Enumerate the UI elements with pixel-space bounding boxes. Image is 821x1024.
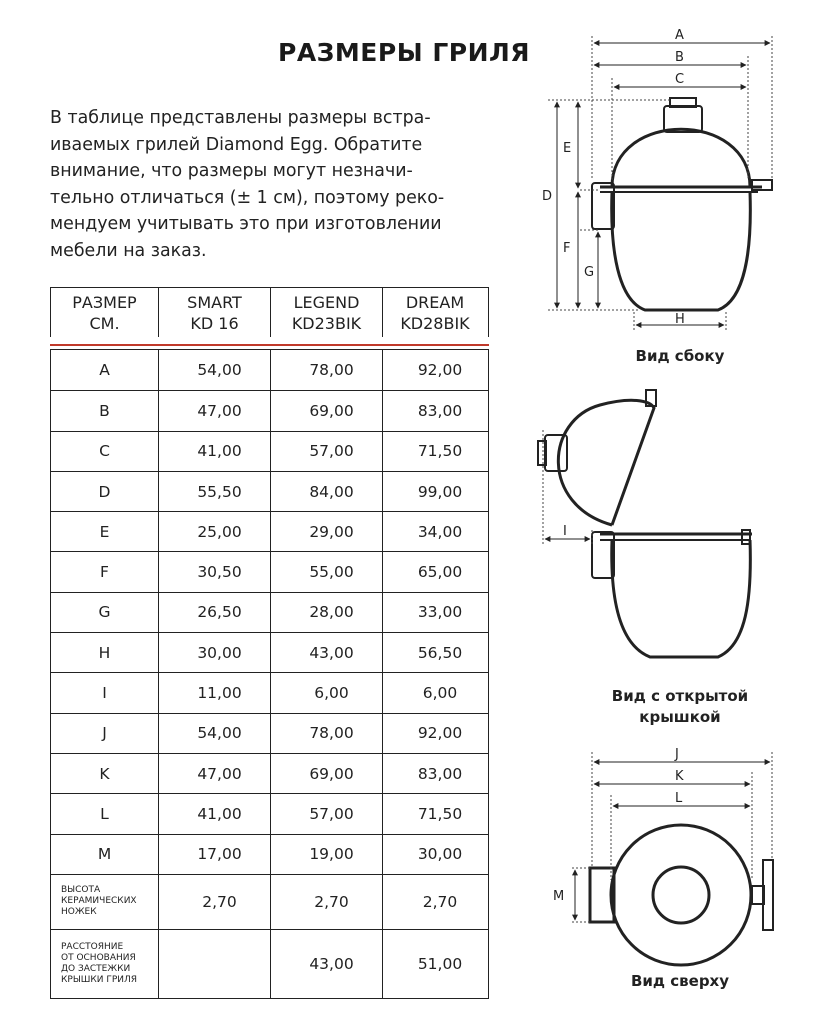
- value-legend: 69,00: [270, 391, 382, 430]
- header-line: DREAM: [405, 292, 465, 312]
- row-label: I: [102, 684, 107, 703]
- header-line: KD 16: [190, 313, 239, 333]
- value-legend: 19,00: [270, 835, 382, 874]
- caption-side-view: Вид сбоку: [635, 347, 725, 365]
- row-label: B: [99, 401, 110, 420]
- value-legend: 2,70: [270, 875, 382, 929]
- value-legend: 57,00: [270, 794, 382, 833]
- label-m: M: [553, 889, 565, 904]
- value-dream: 83,00: [382, 391, 487, 430]
- value-dream: 33,00: [382, 593, 487, 632]
- row-label: A: [99, 361, 110, 380]
- value-dream: 65,00: [382, 552, 487, 591]
- value-dream: 83,00: [382, 754, 487, 793]
- row-label: J: [102, 724, 107, 743]
- label-g: G: [584, 265, 595, 280]
- label-j: J: [675, 747, 679, 762]
- header-line: LEGEND: [293, 292, 360, 312]
- value-legend: 55,00: [270, 552, 382, 591]
- side-dimension-arrows: [557, 43, 770, 325]
- grill-dome: [612, 129, 750, 187]
- row-label: M: [97, 845, 112, 864]
- open-dome: [558, 400, 654, 525]
- value-smart: 26,50: [158, 593, 270, 632]
- value-legend: 29,00: [270, 512, 382, 551]
- value-dream: 71,50: [382, 432, 487, 471]
- header-line: KD23BIK: [291, 313, 362, 333]
- intro-line: мендуем учитывать это при изготовлении: [50, 214, 442, 234]
- header-line: KD28BIK: [400, 313, 470, 333]
- intro-line: мебели на заказ.: [50, 240, 207, 261]
- row-label: F: [100, 563, 109, 582]
- value-dream: 92,00: [382, 714, 487, 753]
- intro-line: В таблице представлены размеры встра-: [50, 108, 431, 128]
- label-h: H: [675, 312, 685, 327]
- row-label: L: [100, 804, 109, 823]
- label-a: A: [675, 28, 684, 43]
- caption-top-view: Вид сверху: [630, 972, 730, 990]
- row-label: E: [99, 522, 110, 541]
- value-dream: 34,00: [382, 512, 487, 551]
- open-vent: [545, 435, 567, 471]
- value-smart: 30,00: [158, 633, 270, 672]
- value-smart: 2,70: [158, 875, 270, 929]
- value-dream: 51,00: [382, 930, 487, 998]
- header-line: РАЗМЕР: [72, 292, 137, 312]
- value-dream: 99,00: [382, 472, 487, 511]
- value-smart: 11,00: [158, 673, 270, 712]
- value-smart: 47,00: [158, 754, 270, 793]
- header-line: СМ.: [89, 313, 120, 333]
- value-legend: 84,00: [270, 472, 382, 511]
- value-legend: 69,00: [270, 754, 382, 793]
- value-smart: 30,50: [158, 552, 270, 591]
- top-dimension-arrows: [575, 762, 770, 920]
- value-legend: 43,00: [270, 633, 382, 672]
- label-e: E: [563, 141, 572, 156]
- caption-line: крышкой: [639, 708, 721, 726]
- label-i: I: [563, 524, 567, 539]
- value-legend: 78,00: [270, 350, 382, 390]
- grill-base: [612, 192, 751, 310]
- row-label: K: [99, 764, 110, 783]
- top-view-diagram: [590, 825, 773, 965]
- label-line: РАССТОЯНИЕ: [61, 941, 124, 952]
- label-b: B: [675, 50, 684, 65]
- value-dream: 71,50: [382, 794, 487, 833]
- value-dream: 2,70: [382, 875, 487, 929]
- caption-line: Вид с открытой: [611, 687, 749, 705]
- value-smart: 41,00: [158, 432, 270, 471]
- value-legend: 6,00: [270, 673, 382, 712]
- top-dimension-lines: [572, 752, 772, 922]
- label-line: ОТ ОСНОВАНИЯ: [61, 952, 136, 963]
- label-f: F: [563, 241, 571, 256]
- label-c: C: [675, 72, 685, 87]
- header-line: SMART: [187, 292, 242, 312]
- label-line: ВЫСОТА: [61, 885, 101, 896]
- label-l: L: [675, 791, 683, 806]
- value-smart: 54,00: [158, 350, 270, 390]
- row-label: G: [98, 603, 111, 622]
- side-view-diagram: [592, 98, 772, 310]
- value-legend: 43,00: [270, 930, 382, 998]
- value-legend: 57,00: [270, 432, 382, 471]
- value-dream: 56,50: [382, 633, 487, 672]
- open-base: [612, 540, 751, 657]
- page-title: РАЗМЕРЫ ГРИЛЯ: [278, 38, 531, 67]
- outer-rim: [611, 825, 751, 965]
- value-smart: 55,50: [158, 472, 270, 511]
- caption-open-view: [590, 686, 770, 728]
- intro-line: внимание, что размеры могут незначи-: [50, 161, 413, 181]
- value-dream: 6,00: [382, 673, 487, 712]
- value-legend: 78,00: [270, 714, 382, 753]
- row-label: D: [98, 482, 111, 501]
- label-line: НОЖЕК: [61, 907, 97, 918]
- row-label: H: [98, 643, 111, 662]
- value-smart: 41,00: [158, 794, 270, 833]
- label-d: D: [542, 189, 553, 204]
- row-label: C: [99, 442, 110, 461]
- inner-vent: [653, 867, 709, 923]
- value-dream: 30,00: [382, 835, 487, 874]
- value-smart: 25,00: [158, 512, 270, 551]
- label-k: K: [675, 769, 684, 784]
- open-lid-diagram: [538, 390, 752, 657]
- value-smart: 17,00: [158, 835, 270, 874]
- value-smart: 54,00: [158, 714, 270, 753]
- label-line: ДО ЗАСТЕЖКИ: [61, 963, 131, 974]
- value-legend: 28,00: [270, 593, 382, 632]
- label-line: КРЫШКИ ГРИЛЯ: [61, 974, 138, 985]
- value-smart: 47,00: [158, 391, 270, 430]
- intro-line: тельно отличаться (± 1 см), поэтому реко-: [50, 187, 445, 208]
- intro-line: иваемых грилей Diamond Egg. Обратите: [50, 134, 423, 155]
- label-line: КЕРАМИЧЕСКИХ: [61, 896, 137, 907]
- value-dream: 92,00: [382, 350, 487, 390]
